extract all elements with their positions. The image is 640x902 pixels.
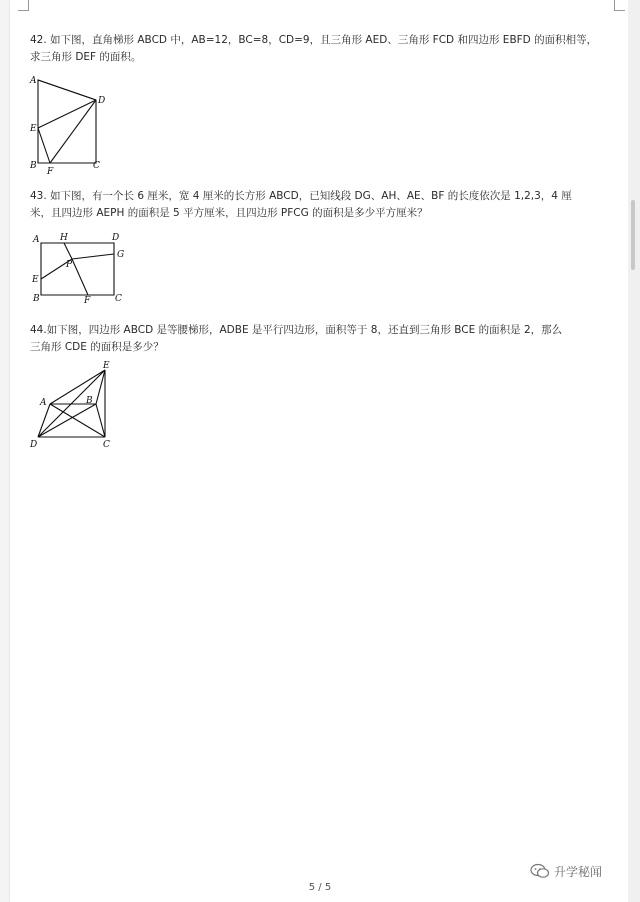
label-c: C	[93, 161, 100, 171]
label-b: B	[86, 396, 93, 406]
problem-43-text: 43. 如下图，有一个长 6 厘米，宽 4 厘米的长方形 ABCD，已知线段 DG、AH、AE、BF 的长度依次是 1,2,3，4 厘 米，且四边形 AEPH 的面积是 5 平方厘米，且四边形 PFCG 的面积是多少平方厘米？	[30, 190, 572, 219]
segment-e-d	[38, 100, 96, 128]
rectangle-outline	[41, 243, 114, 295]
segment-a-e	[50, 370, 105, 404]
trapezoid-outline	[38, 80, 96, 163]
segment-a-d	[38, 80, 96, 100]
wechat-icon	[530, 863, 550, 879]
label-c: C	[103, 440, 110, 450]
label-g: G	[117, 250, 125, 260]
segment-e-f	[38, 128, 50, 163]
label-a: A	[40, 398, 47, 408]
label-d: D	[98, 96, 106, 106]
segment-a-d	[38, 404, 50, 437]
label-p: P	[66, 260, 73, 270]
label-a: A	[33, 235, 40, 245]
problem-44-text: 44.如下图，四边形 ABCD 是等腰梯形，ADBE 是平行四边形，面积等于 8，还直到三角形 BCE 的面积是 2，那么 三角形 CDE 的面积是多少？	[30, 324, 563, 353]
label-f: F	[84, 296, 91, 306]
label-h: H	[60, 233, 68, 243]
label-b: B	[30, 161, 37, 171]
label-a: A	[30, 76, 37, 86]
label-d: D	[30, 440, 38, 450]
problem-44-figure	[29, 361, 110, 450]
segment-f-p	[72, 259, 88, 295]
segment-f-d	[50, 100, 96, 163]
label-e: E	[30, 124, 37, 134]
page-number: 5 / 5	[308, 882, 332, 893]
problem-43-figure	[31, 233, 124, 306]
problem-42-figure	[29, 76, 105, 177]
watermark	[530, 860, 602, 882]
segment-d-b	[38, 404, 96, 437]
label-e: E	[103, 361, 110, 371]
watermark-text: 升学秘闻	[554, 864, 603, 879]
segment-h-p	[64, 243, 72, 259]
label-d: D	[112, 233, 120, 243]
label-f: F	[47, 167, 54, 177]
segment-a-c	[50, 404, 105, 437]
segment-g-p	[72, 254, 114, 259]
label-c: C	[115, 294, 122, 304]
problem-42-text: 42. 如下图，直角梯形 ABCD 中，AB=12，BC=8，CD=9，且三角形 AED、三角形 FCD 和四边形 EBFD 的面积相等， 求三角形 DEF 的面积。	[30, 34, 598, 63]
label-e: E	[32, 275, 39, 285]
label-b: B	[33, 294, 40, 304]
